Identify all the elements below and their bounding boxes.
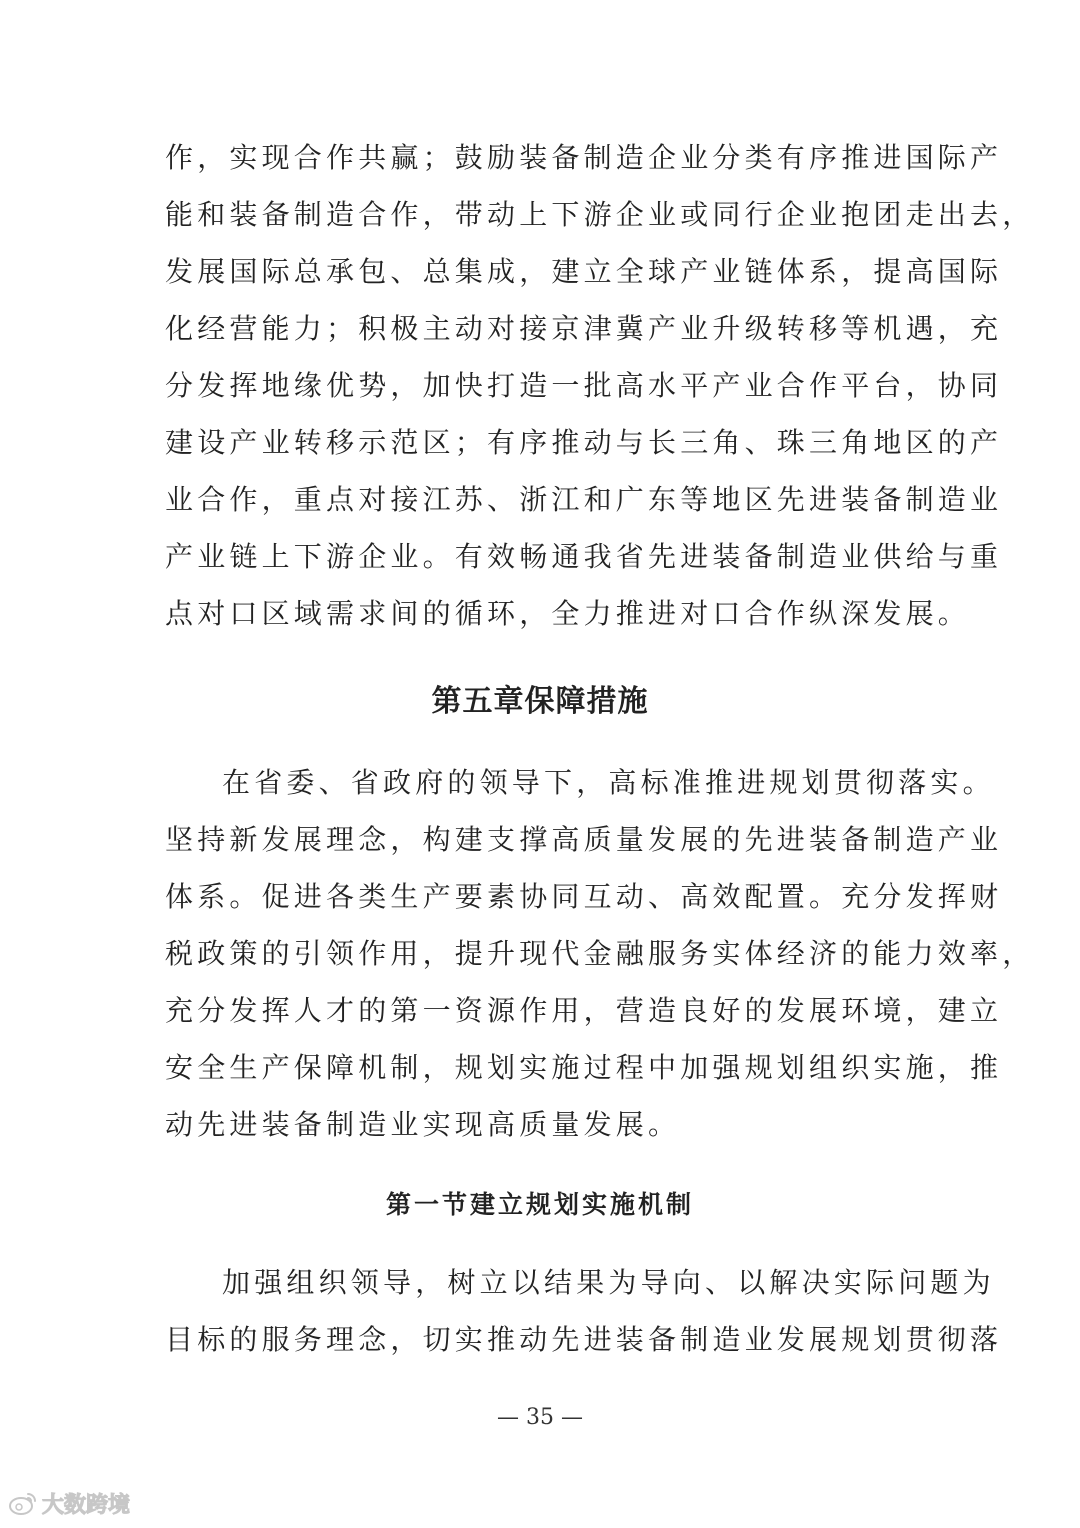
text-line: 动先进装备制造业实现高质量发展。 — [165, 1108, 681, 1141]
text-line: 安全生产保障机制，规划实施过程中加强规划组织实施，推 — [165, 1051, 1003, 1084]
text-line: 目标的服务理念，切实推动先进装备制造业发展规划贯彻落 — [165, 1323, 1003, 1356]
text-line: 税政策的引领作用，提升现代金融服务实体经济的能力效率， — [165, 937, 1035, 970]
watermark-text: 大数跨境 — [42, 1492, 131, 1518]
text-line: 产业链上下游企业。有效畅通我省先进装备制造业供给与重 — [165, 540, 1003, 573]
page-number: — 35 — — [497, 1405, 583, 1430]
weibo-logo-icon — [8, 1490, 38, 1516]
text-line: 发展国际总承包、总集成，建立全球产业链体系，提高国际 — [165, 255, 1003, 288]
text-line: 建设产业转移示范区；有序推动与长三角、珠三角地区的产 — [165, 426, 1003, 459]
text-line: 化经营能力；积极主动对接京津冀产业升级转移等机遇，充 — [165, 312, 1003, 345]
text-line: 分发挥地缘优势，加快打造一批高水平产业合作平台，协同 — [165, 369, 1003, 402]
text-line: 加强组织领导，树立以结果为导向、以解决实际问题为 — [222, 1266, 995, 1299]
text-line: 点对口区域需求间的循环，全力推进对口合作纵深发展。 — [165, 597, 971, 630]
text-line: 作，实现合作共赢；鼓励装备制造企业分类有序推进国际产 — [165, 141, 1003, 174]
text-line: 充分发挥人才的第一资源作用，营造良好的发展环境，建立 — [165, 994, 1003, 1027]
text-line: 体系。促进各类生产要素协同互动、高效配置。充分发挥财 — [165, 880, 1003, 913]
chapter-title: 第五章保障措施 — [431, 684, 649, 719]
text-line: 在省委、省政府的领导下，高标准推进规划贯彻落实。 — [222, 766, 995, 799]
text-line: 能和装备制造合作，带动上下游企业或同行企业抱团走出去， — [165, 198, 1035, 231]
text-line: 业合作，重点对接江苏、浙江和广东等地区先进装备制造业 — [165, 483, 1003, 516]
watermark — [8, 1488, 130, 1518]
text-line: 坚持新发展理念，构建支撑高质量发展的先进装备制造产业 — [165, 823, 1003, 856]
section-title: 第一节建立规划实施机制 — [385, 1190, 694, 1219]
